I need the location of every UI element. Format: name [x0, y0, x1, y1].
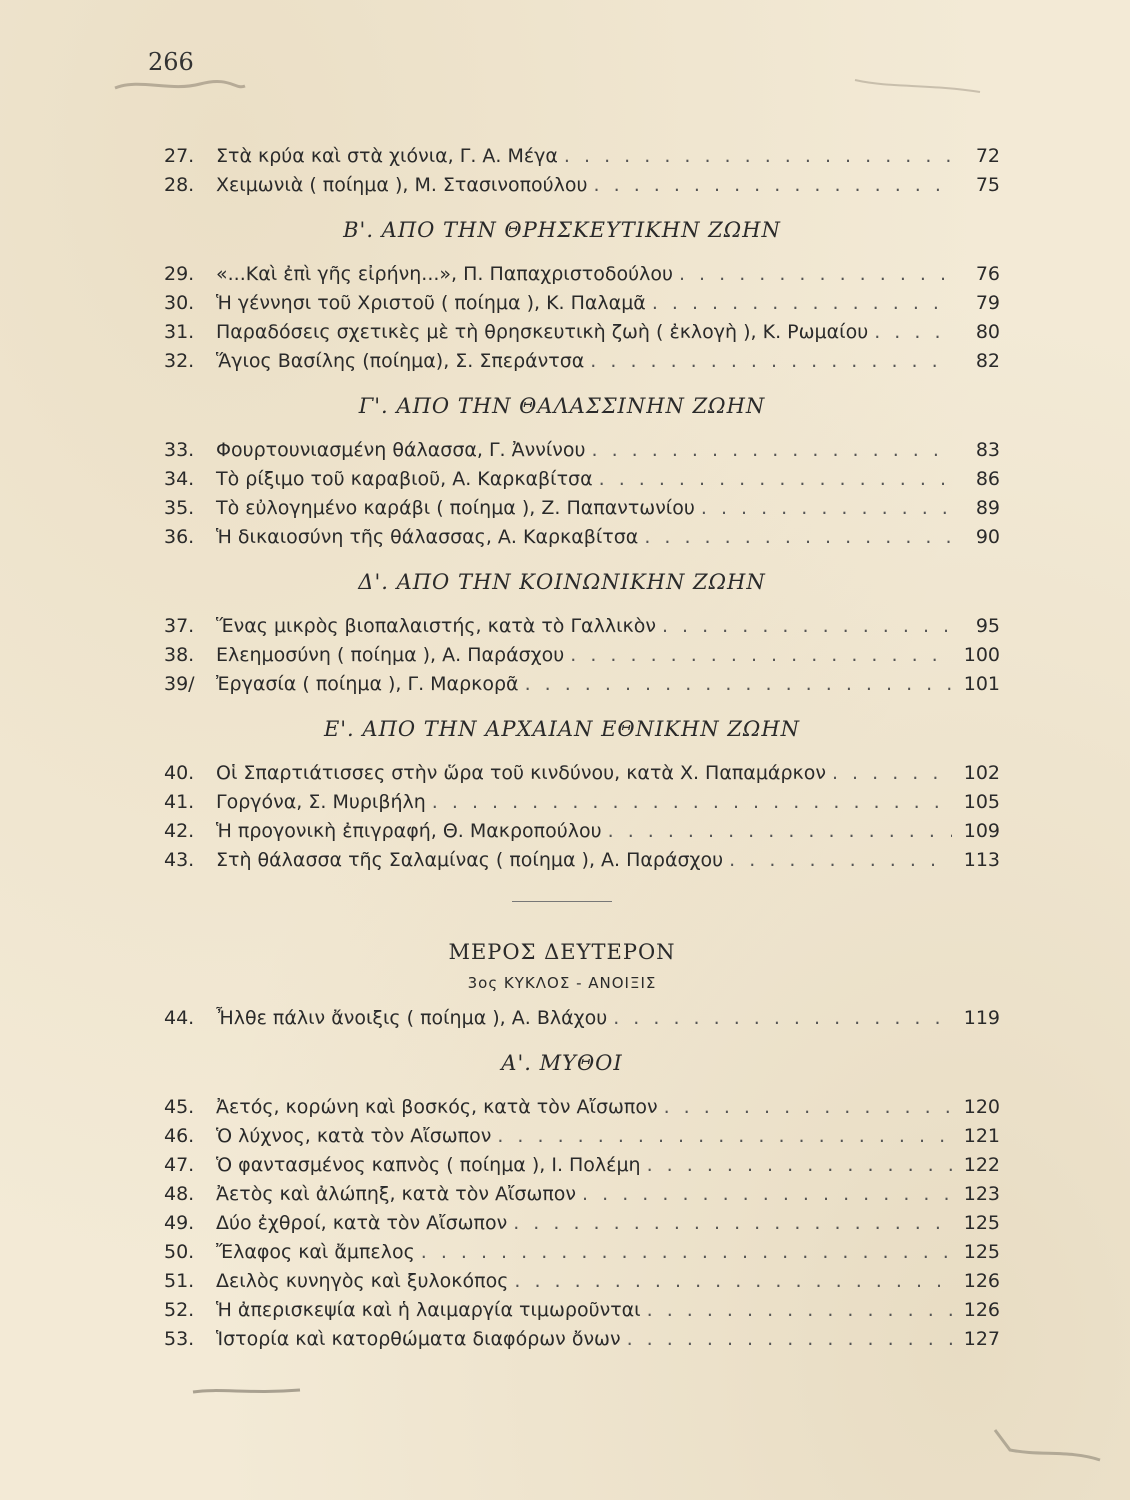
entry-title: Ἕνας μικρὸς βιοπαλαιστής, κατὰ τὸ Γαλλικὸν: [216, 615, 656, 637]
separator-line: [512, 901, 612, 902]
entry-number: 38.: [164, 644, 195, 666]
entry-page: 76: [975, 263, 1000, 285]
entry-number: 30.: [164, 292, 195, 314]
entry-title: Ἐργασία ( ποίημα ), Γ. Μαρκορᾶ: [216, 673, 519, 695]
entry-page: 119: [963, 1007, 1000, 1029]
dot-leader: [590, 347, 952, 376]
dot-leader: [513, 1209, 952, 1238]
entry-number: 49.: [164, 1212, 195, 1234]
entry-page: 82: [975, 350, 1000, 372]
ink-smudge: [990, 1420, 1110, 1470]
entry-title: Ὁ φαντασμένος καπνὸς ( ποίημα ), Ι. Πολέμη: [216, 1154, 641, 1176]
entry-number: 27.: [164, 145, 195, 167]
entry-number: 43.: [164, 849, 195, 871]
entry-number: 41.: [164, 791, 195, 813]
entry-title: «...Καὶ ἐπὶ γῆς εἰρήνη...», Π. Παπαχριστοδούλου: [216, 263, 673, 285]
toc-entry: [164, 1325, 1000, 1354]
toc-entry: [164, 759, 1000, 788]
dot-leader: [701, 494, 952, 523]
toc-entry: [164, 1180, 1000, 1209]
entry-number: 53.: [164, 1328, 195, 1350]
toc-entry: [164, 1238, 1000, 1267]
entry-title: Ἔλαφος καὶ ἄμπελος: [216, 1241, 415, 1263]
toc-entry: [164, 1122, 1000, 1151]
dot-leader: [662, 612, 952, 641]
ink-smudge: [190, 1380, 310, 1410]
dot-leader: [570, 641, 952, 670]
dot-leader: [594, 171, 952, 200]
section-heading: Β'. ΑΠΟ ΤΗΝ ΘΡΗΣΚΕΥΤΙΚΗΝ ΖΩΗΝ: [343, 218, 781, 242]
entry-title: Ἱστορία καὶ κατορθώματα διαφόρων ὄνων: [216, 1328, 621, 1350]
entry-page: 113: [963, 849, 1000, 871]
entry-title: Ἅγιος Βασίλης (ποίημα), Σ. Σπεράντσα: [216, 350, 585, 372]
dot-leader: [652, 289, 952, 318]
entry-title: Οἱ Σπαρτιάτισσες στὴν ὥρα τοῦ κινδύνου, κατὰ Χ. Παπαμάρκον: [216, 762, 826, 784]
dot-leader: [592, 436, 952, 465]
toc-entry: [164, 846, 1000, 875]
entry-page: 79: [975, 292, 1000, 314]
entry-number: 36.: [164, 526, 195, 548]
part-heading: ΜΕΡΟΣ ΔΕΥΤΕΡΟΝ: [448, 940, 676, 964]
entry-page: 83: [975, 439, 1000, 461]
dot-leader: [874, 318, 952, 347]
entry-number: 39/: [164, 673, 195, 695]
entry-page: 90: [975, 526, 1000, 548]
entry-title: Τὸ ρίξιμο τοῦ καραβιοῦ, Α. Καρκαβίτσα: [216, 468, 593, 490]
entry-number: 46.: [164, 1125, 195, 1147]
dot-leader: [679, 260, 952, 289]
entry-page: 102: [963, 762, 1000, 784]
entry-title: Ἡ γέννησι τοῦ Χριστοῦ ( ποίημα ), Κ. Παλαμᾶ: [216, 292, 646, 314]
entry-page: 86: [975, 468, 1000, 490]
toc-entry: [164, 817, 1000, 846]
entry-page: 89: [975, 497, 1000, 519]
entry-title: Ελεημοσύνη ( ποίημα ), Α. Παράσχου: [216, 644, 565, 666]
toc-entry: [164, 465, 1000, 494]
entry-title: Στὴ θάλασσα τῆς Σαλαμίνας ( ποίημα ), Α. Παράσχου: [216, 849, 724, 871]
entry-page: 120: [963, 1096, 1000, 1118]
section-heading: Ε'. ΑΠΟ ΤΗΝ ΑΡΧΑΙΑΝ ΕΘΝΙΚΗΝ ΖΩΗΝ: [323, 717, 801, 741]
entry-title: Ἦλθε πάλιν ἄνοιξις ( ποίημα ), Α. Βλάχου: [216, 1007, 608, 1029]
dot-leader: [664, 1093, 952, 1122]
entry-number: 51.: [164, 1270, 195, 1292]
entry-number: 32.: [164, 350, 195, 372]
table-of-contents: [164, 142, 1000, 1354]
entry-page: 101: [963, 673, 1000, 695]
entry-page: 105: [963, 791, 1000, 813]
toc-entry: [164, 289, 1000, 318]
toc-entry: [164, 1296, 1000, 1325]
dot-leader: [432, 788, 952, 817]
page-number: 266: [148, 48, 194, 76]
entry-title: Ἀετὸς καὶ ἀλώπηξ, κατὰ τὸν Αἴσωπον: [216, 1183, 577, 1205]
toc-entry: [164, 788, 1000, 817]
toc-entry: [164, 171, 1000, 200]
entry-number: 33.: [164, 439, 195, 461]
toc-entry: [164, 1151, 1000, 1180]
entry-page: 123: [963, 1183, 1000, 1205]
entry-title: Ἡ δικαιοσύνη τῆς θάλασσας, Α. Καρκαβίτσα: [216, 526, 639, 548]
entry-title: Τὸ εὐλογημένο καράβι ( ποίημα ), Ζ. Παπαντωνίου: [216, 497, 695, 519]
entry-page: 75: [975, 174, 1000, 196]
toc-entry: [164, 612, 1000, 641]
entry-page: 121: [963, 1125, 1000, 1147]
cycle-heading: 3ος ΚΥΚΛΟΣ - ΑΝΟΙΞΙΣ: [467, 974, 657, 992]
dot-leader: [729, 846, 952, 875]
dot-leader: [421, 1238, 952, 1267]
dot-leader: [644, 523, 952, 552]
entry-number: 28.: [164, 174, 195, 196]
section-heading: Α'. ΜΥΘΟΙ: [501, 1051, 623, 1075]
entry-title: Χειμωνιὰ ( ποίημα ), Μ. Στασινοπούλου: [216, 174, 588, 196]
dot-leader: [832, 759, 952, 788]
entry-title: Ἀετός, κορώνη καὶ βοσκός, κατὰ τὸν Αἴσωπον: [216, 1096, 658, 1118]
dot-leader: [564, 142, 952, 171]
toc-entry: [164, 1093, 1000, 1122]
dot-leader: [608, 817, 952, 846]
section-heading: Δ'. ΑΠΟ ΤΗΝ ΚΟΙΝΩΝΙΚΗΝ ΖΩΗΝ: [358, 570, 766, 594]
entry-title: Ἡ ἀπερισκεψία καὶ ἡ λαιμαργία τιμωροῦνται: [216, 1299, 641, 1321]
entry-title: Παραδόσεις σχετικὲς μὲ τὴ θρησκευτικὴ ζωὴ ( ἐκλογὴ ), Κ. Ρωμαίου: [216, 321, 869, 343]
entry-number: 37.: [164, 615, 195, 637]
toc-entry: [164, 260, 1000, 289]
toc-entry: [164, 1209, 1000, 1238]
entry-page: 125: [963, 1241, 1000, 1263]
dot-leader: [599, 465, 952, 494]
section-heading: Γ'. ΑΠΟ ΤΗΝ ΘΑΛΑΣΣΙΝΗΝ ΖΩΗΝ: [358, 394, 766, 418]
entry-number: 44.: [164, 1007, 195, 1029]
entry-page: 126: [963, 1299, 1000, 1321]
entry-number: 31.: [164, 321, 195, 343]
entry-title: Ὁ λύχνος, κατὰ τὸν Αἴσωπον: [216, 1125, 492, 1147]
entry-number: 48.: [164, 1183, 195, 1205]
toc-entry: [164, 1267, 1000, 1296]
dot-leader: [525, 670, 952, 699]
dot-leader: [613, 1004, 952, 1033]
entry-page: 125: [963, 1212, 1000, 1234]
toc-entry: [164, 436, 1000, 465]
toc-entry: [164, 1004, 1000, 1033]
dot-leader: [582, 1180, 952, 1209]
entry-page: 95: [975, 615, 1000, 637]
entry-title: Φουρτουνιασμένη θάλασσα, Γ. Ἀννίνου: [216, 439, 586, 461]
entry-number: 52.: [164, 1299, 195, 1321]
entry-title: Δύο ἐχθροί, κατὰ τὸν Αἴσωπον: [216, 1212, 508, 1234]
entry-page: 109: [963, 820, 1000, 842]
toc-entry: [164, 494, 1000, 523]
ink-smudge: [850, 60, 990, 100]
dot-leader: [647, 1151, 952, 1180]
toc-entry: [164, 670, 1000, 699]
entry-title: Στὰ κρύα καὶ στὰ χιόνια, Γ. Α. Μέγα: [216, 145, 558, 167]
entry-page: 127: [963, 1328, 1000, 1350]
dot-leader: [497, 1122, 952, 1151]
entry-number: 35.: [164, 497, 195, 519]
entry-number: 42.: [164, 820, 195, 842]
entry-page: 122: [963, 1154, 1000, 1176]
dot-leader: [627, 1325, 952, 1354]
toc-entry: [164, 523, 1000, 552]
entry-number: 45.: [164, 1096, 195, 1118]
toc-entry: [164, 142, 1000, 171]
entry-page: 80: [975, 321, 1000, 343]
dot-leader: [514, 1267, 952, 1296]
dot-leader: [647, 1296, 952, 1325]
entry-number: 29.: [164, 263, 195, 285]
toc-entry: [164, 641, 1000, 670]
entry-page: 72: [975, 145, 1000, 167]
entry-number: 47.: [164, 1154, 195, 1176]
entry-title: Ἡ προγονικὴ ἐπιγραφή, Θ. Μακροπούλου: [216, 820, 602, 842]
entry-number: 50.: [164, 1241, 195, 1263]
entry-title: Γοργόνα, Σ. Μυριβήλη: [216, 791, 426, 813]
entry-page: 100: [963, 644, 1000, 666]
entry-title: Δειλὸς κυνηγὸς καὶ ξυλοκόπος: [216, 1270, 509, 1292]
toc-entry: [164, 318, 1000, 347]
entry-page: 126: [963, 1270, 1000, 1292]
entry-number: 40.: [164, 762, 195, 784]
entry-number: 34.: [164, 468, 195, 490]
toc-entry: [164, 347, 1000, 376]
